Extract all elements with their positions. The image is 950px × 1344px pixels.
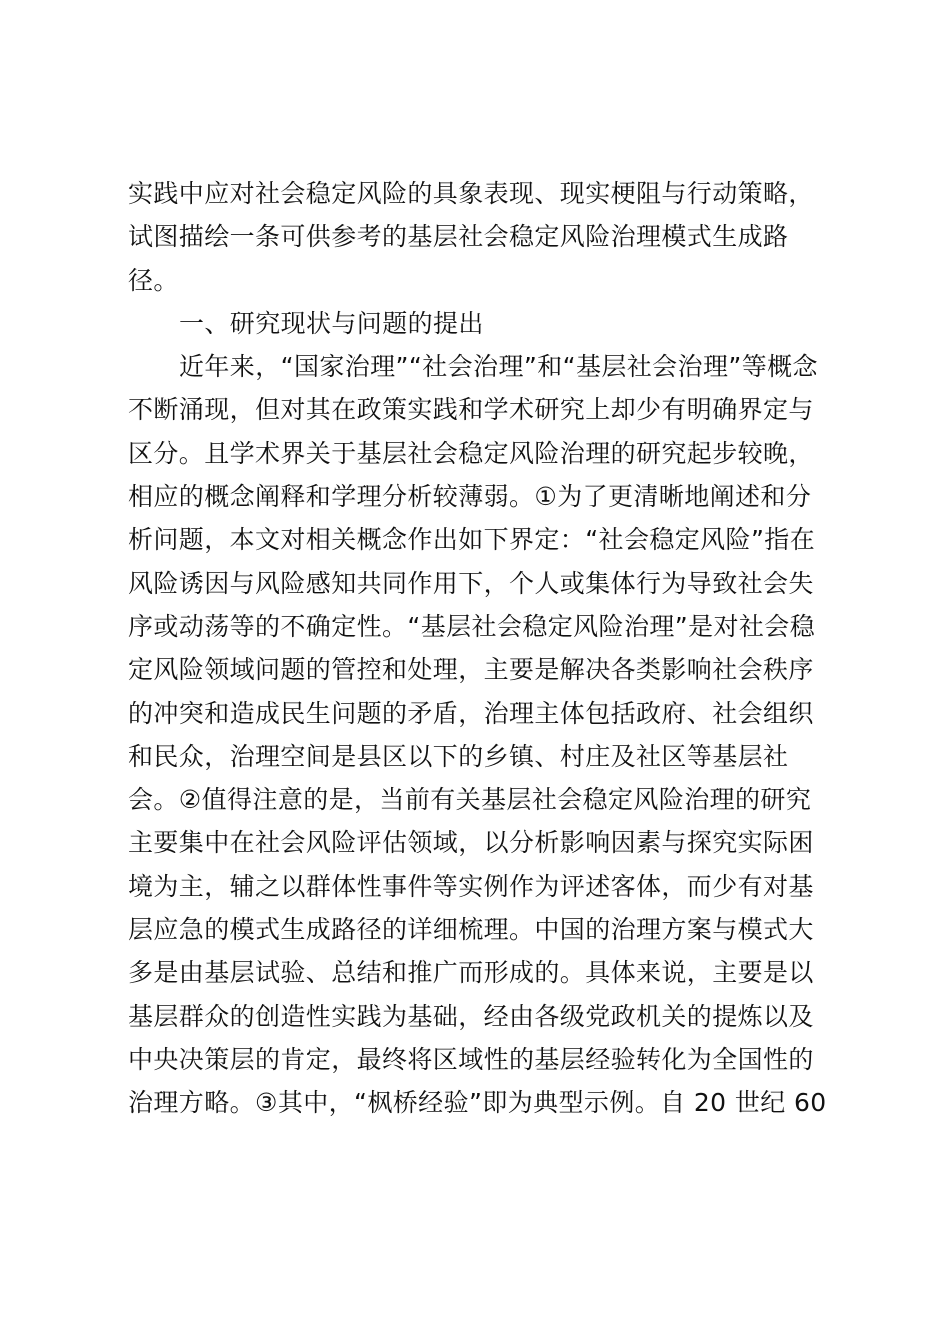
text-line: 定风险领域问题的管控和处理，主要是解决各类影响社会秩序 bbox=[128, 655, 814, 685]
text-line: 多是由基层试验、总结和推广而形成的。具体来说，主要是以 bbox=[128, 958, 814, 988]
text-line: 会。②值得注意的是，当前有关基层社会稳定风险治理的研究 bbox=[128, 785, 812, 815]
text-line: 境为主，辅之以群体性事件等实例作为评述客体，而少有对基 bbox=[128, 871, 814, 901]
text-line: 区分。且学术界关于基层社会稳定风险治理的研究起步较晚， bbox=[128, 438, 814, 468]
text-line: 析问题，本文对相关概念作出如下界定：“社会稳定风险”指在 bbox=[128, 525, 816, 555]
text-line: 实践中应对社会稳定风险的具象表现、现实梗阻与行动策略， bbox=[128, 179, 814, 208]
text-line: 治理方略。③其中，“枫桥经验”即为典型示例。自 20 世纪 60 bbox=[128, 1088, 827, 1118]
text-line: 的冲突和造成民生问题的矛盾，治理主体包括政府、社会组织 bbox=[128, 698, 814, 728]
body-text bbox=[128, 172, 828, 1125]
section-heading: 一、研究现状与问题的提出 bbox=[179, 308, 484, 338]
text-line: 中央决策层的肯定，最终将区域性的基层经验转化为全国性的 bbox=[128, 1044, 814, 1074]
text-line: 不断涌现，但对其在政策实践和学术研究上却少有明确界定与 bbox=[128, 395, 814, 425]
text-line: 近年来，“国家治理”“社会治理”和“基层社会治理”等概念 bbox=[179, 352, 818, 382]
text-line: 序或动荡等的不确定性。“基层社会稳定风险治理”是对社会稳 bbox=[128, 611, 816, 641]
text-line: 径。 bbox=[128, 265, 179, 295]
text-line: 风险诱因与风险感知共同作用下，个人或集体行为导致社会失 bbox=[128, 568, 814, 598]
text-line: 试图描绘一条可供参考的基层社会稳定风险治理模式生成路 bbox=[128, 222, 789, 252]
text-line: 基层群众的创造性实践为基础，经由各级党政机关的提炼以及 bbox=[128, 1001, 814, 1031]
text-line: 层应急的模式生成路径的详细梳理。中国的治理方案与模式大 bbox=[128, 915, 814, 945]
text-line: 和民众，治理空间是县区以下的乡镇、村庄及社区等基层社 bbox=[128, 741, 789, 771]
text-line: 主要集中在社会风险评估领域，以分析影响因素与探究实际困 bbox=[128, 828, 814, 858]
text-line: 相应的概念阐释和学理分析较薄弱。①为了更清晰地阐述和分 bbox=[128, 482, 812, 512]
